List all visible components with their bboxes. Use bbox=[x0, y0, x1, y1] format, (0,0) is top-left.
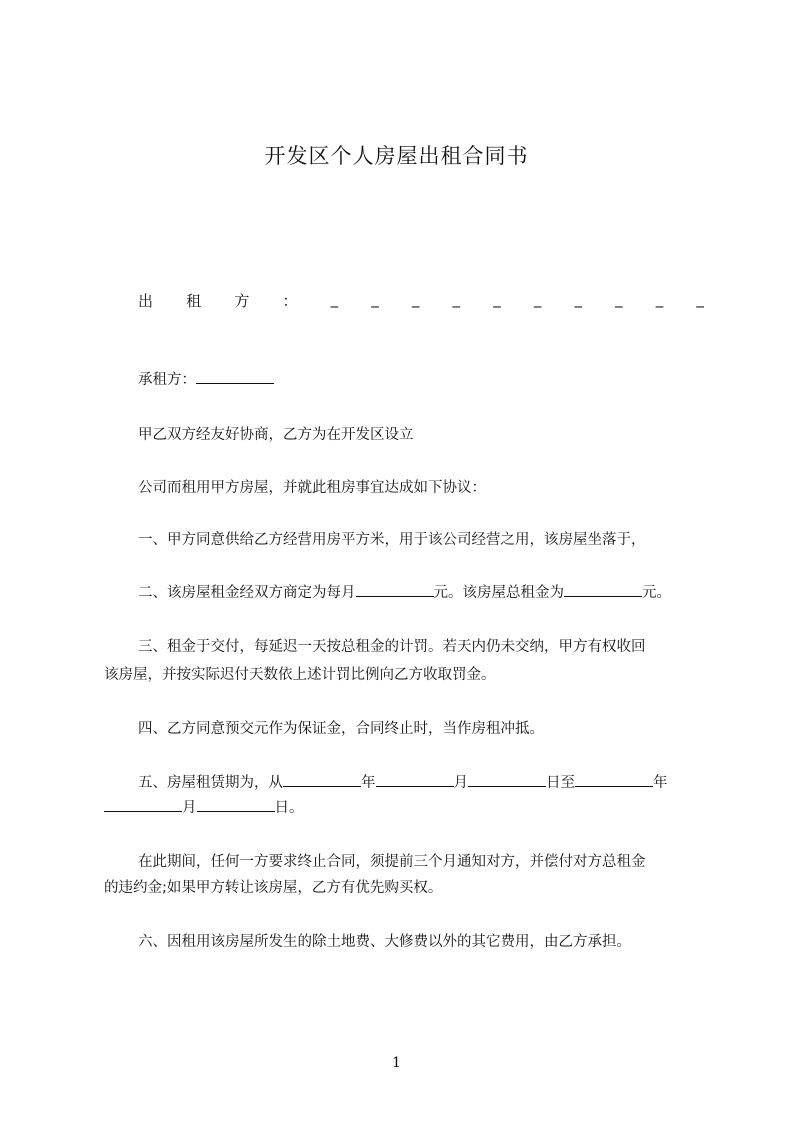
clause-6: 六、因租用该房屋所发生的除土地费、大修费以外的其它费用，由乙方承担。 bbox=[138, 934, 631, 950]
clause-4: 四、乙方同意预交元作为保证金，合同终止时，当作房租冲抵。 bbox=[138, 721, 544, 737]
intro-paragraph-1: 甲乙双方经友好协商，乙方为在开发区设立 bbox=[138, 427, 414, 443]
clause-5-line-2 bbox=[104, 793, 704, 823]
day-label: 日。 bbox=[274, 800, 304, 816]
lessor-blank: _ bbox=[655, 290, 664, 308]
intro-paragraph-2: 公司而租用甲方房屋，并就此租房事宜达成如下协议： bbox=[138, 480, 486, 496]
lessor-char: 出 bbox=[138, 292, 154, 310]
start-day-blank bbox=[468, 772, 546, 787]
month-label: 月 bbox=[453, 775, 468, 791]
clause-2-text: 二、该房屋租金经双方商定为每月 bbox=[138, 585, 356, 601]
day-to-label: 日至 bbox=[546, 775, 575, 791]
lessor-blank: _ bbox=[411, 290, 420, 308]
end-day-blank bbox=[197, 797, 275, 812]
clause-5b-line-2: 的违约金;如果甲方转让该房屋，乙方有优先购买权。 bbox=[104, 880, 443, 896]
lessor-blank: _ bbox=[452, 290, 461, 308]
document-title: 开发区个人房屋出租合同书 bbox=[264, 144, 529, 168]
lessor-blank: _ bbox=[533, 290, 542, 308]
lessor-blank: _ bbox=[574, 290, 582, 308]
lessor-blank: _ bbox=[371, 290, 379, 308]
lessee-line bbox=[138, 365, 738, 395]
lessor-char: 租 bbox=[186, 292, 202, 310]
clause-1: 一、甲方同意供给乙方经营用房平方米，用于该公司经营之用，该房屋坐落于， bbox=[138, 532, 646, 548]
clause-3-line-1: 三、租金于交付，每延迟一天按总租金的计罚。若天内仍未交纳，甲方有权收回 bbox=[138, 639, 646, 655]
clause-2 bbox=[138, 578, 738, 608]
page-number: 1 bbox=[392, 1055, 401, 1071]
total-rent-blank bbox=[564, 582, 642, 597]
lessor-blank: _ bbox=[330, 290, 339, 308]
lessee-blank bbox=[196, 369, 274, 384]
clause-2-text: 元。 bbox=[642, 585, 671, 601]
lessor-char: ： bbox=[282, 292, 298, 310]
clause-2-text: 元。该房屋总租金为 bbox=[433, 585, 564, 601]
start-month-blank bbox=[376, 772, 454, 787]
year-label: 年 bbox=[653, 775, 668, 791]
lessor-blank: _ bbox=[696, 290, 704, 308]
end-month-blank bbox=[104, 797, 182, 812]
clause-3-line-2: 该房屋，并按实际迟付天数依上述计罚比例向乙方收取罚金。 bbox=[104, 667, 496, 683]
month-label: 月 bbox=[182, 800, 197, 816]
lessor-blank: _ bbox=[493, 290, 501, 308]
start-year-blank bbox=[283, 772, 361, 787]
lessor-blank: _ bbox=[615, 290, 623, 308]
lessor-line bbox=[138, 290, 704, 311]
monthly-rent-blank bbox=[356, 582, 434, 597]
lessee-label: 承租方： bbox=[138, 372, 196, 388]
end-year-blank bbox=[575, 772, 653, 787]
lessor-char: 方 bbox=[234, 292, 250, 310]
clause-5-text: 五、房屋租赁期为，从 bbox=[138, 775, 283, 791]
clause-5b-line-1: 在此期间，任何一方要求终止合同，须提前三个月通知对方，并偿付对方总租金 bbox=[138, 854, 646, 870]
year-label: 年 bbox=[361, 775, 376, 791]
